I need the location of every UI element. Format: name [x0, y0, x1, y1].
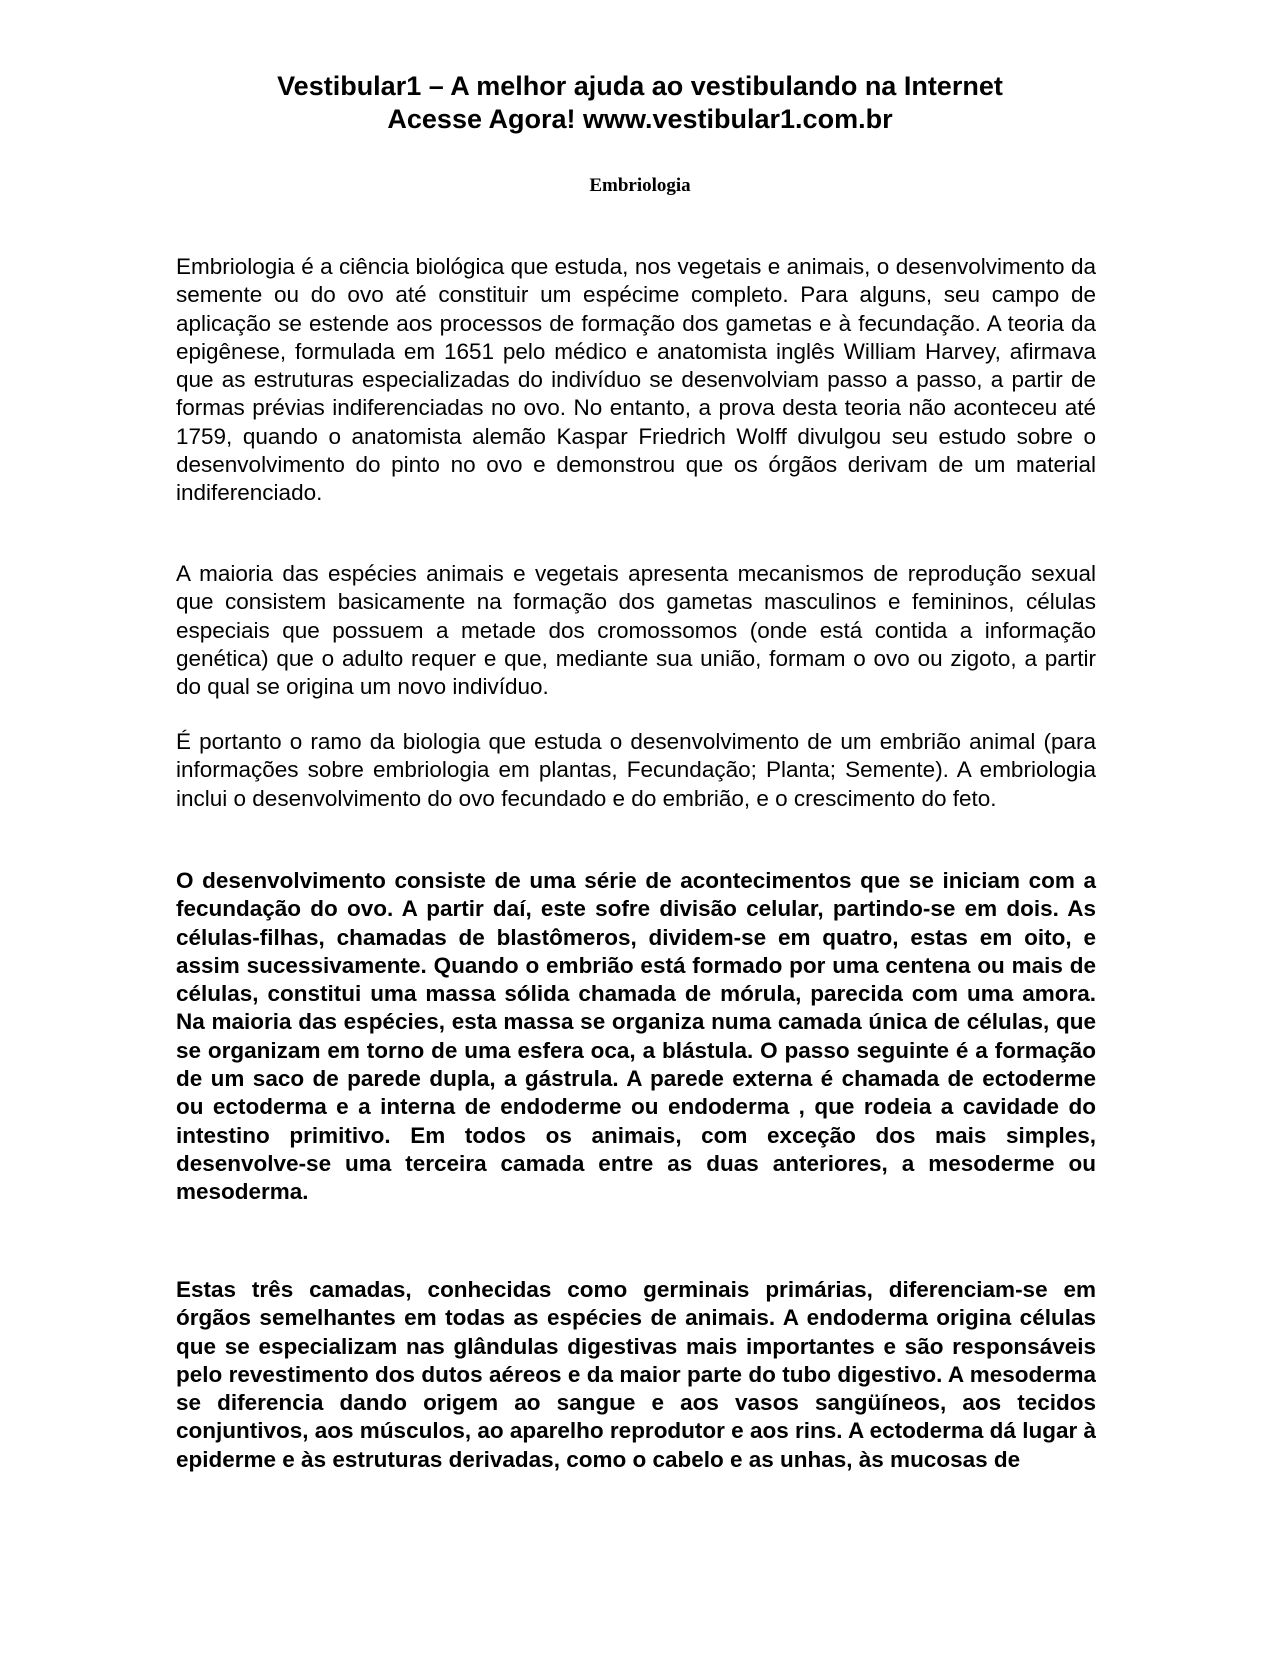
paragraph-reproduction: A maioria das espécies animais e vegetais apresenta mecanismos de reprodução sexual que consistem basicamente na formação dos gametas masculinos e femininos, células especiais que possuem a metade dos cromossomos (onde está contida a informação genética) que o adulto requer e que, mediante sua união, formam o ovo ou zigoto, a partir do qual se origina um novo indivíduo.: [176, 561, 1096, 700]
paragraph-development: O desenvolvimento consiste de uma série de acontecimentos que se iniciam com a fecundação do ovo. A partir daí, este sofre divisão celular, partindo-se em dois. As células-filhas, chamadas de blastômeros, dividem-se em quatro, estas em oito, e assim sucessivamente. Quando o embrião está formado por uma centena ou mais de células, constitui uma massa sólida chamada de mórula, parecida com uma amora. Na maioria das espécies, esta massa se organiza numa camada única de células, que se organizam em torno de uma esfera oca, a blástula. O passo seguinte é a formação de um saco de parede dupla, a gástrula. A parede externa é chamada de ectoderme ou ectoderma e a interna de endoderme ou endoderma , que rodeia a cavidade do intestino primitivo. Em todos os animais, com exceção dos mais simples, desenvolve-se uma terceira camada entre as duas anteriores, a mesoderme ou mesoderma.: [176, 868, 1096, 1205]
header-website-link: Acesse Agora! www.vestibular1.com.br: [387, 104, 893, 134]
site-header: [0, 70, 1280, 136]
paragraph-germ-layers: Estas três camadas, conhecidas como germinais primárias, diferenciam-se em órgãos semelhantes em todas as espécies de animais. A endoderma origina células que se especializam nas glândulas digestivas mais importantes e são responsáveis pelo revestimento dos dutos aéreos e da maior parte do tubo digestivo. A mesoderma se diferencia dando origem ao sangue e aos vasos sangüíneos, aos tecidos conjuntivos, aos músculos, ao aparelho reprodutor e aos rins. A ectoderma dá lugar à epiderme e às estruturas derivadas, como o cabelo e as unhas, às mucosas de: [176, 1277, 1096, 1472]
paragraph-intro: Embriologia é a ciência biológica que estuda, nos vegetais e animais, o desenvolvimento da semente ou do ovo até constituir um espécime completo. Para alguns, seu campo de aplicação se estende aos processos de formação dos gametas e à fecundação. A teoria da epigênese, formulada em 1651 pelo médico e anatomista inglês William Harvey, afirmava que as estruturas especializadas do indivíduo se desenvolviam passo a passo, a partir de formas prévias indiferenciadas no ovo. No entanto, a prova desta teoria não aconteceu até 1759, quando o anatomista alemão Kaspar Friedrich Wolff divulgou seu estudo sobre o desenvolvimento do pinto no ovo e demonstrou que os órgãos derivam de um material indiferenciado.: [176, 254, 1096, 506]
paragraph-definition: É portanto o ramo da biologia que estuda o desenvolvimento de um embrião animal (para informações sobre embriologia em plantas, Fecundação; Planta; Semente). A embriologia inclui o desenvolvimento do ovo fecundado e do embrião, e o crescimento do feto.: [176, 729, 1096, 811]
document-title: Embriologia: [589, 175, 691, 196]
header-tagline: Vestibular1 – A melhor ajuda ao vestibulando na Internet: [277, 71, 1003, 101]
